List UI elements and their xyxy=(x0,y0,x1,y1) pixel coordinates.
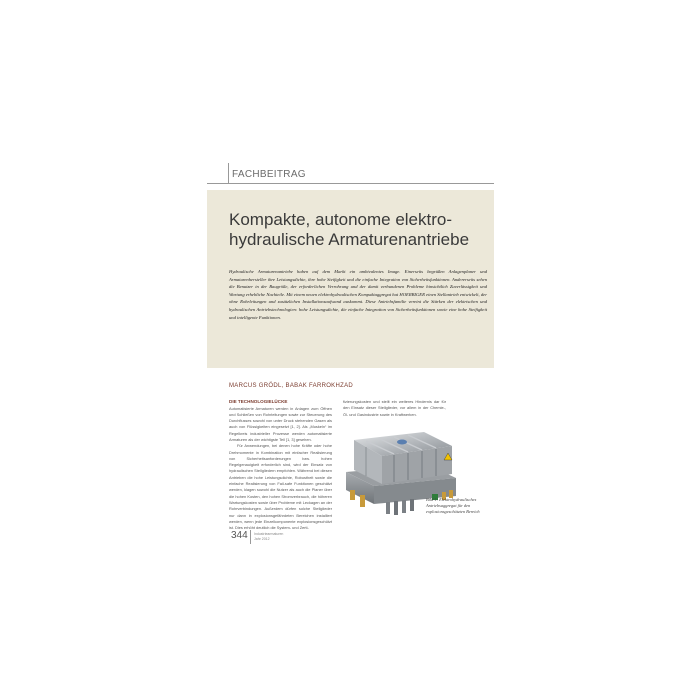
figure-caption: Bild 1: Elektrohydraulisches Antriebsaggregat für den explosionsgeschützten Bereich xyxy=(426,497,480,514)
section-heading: DIE TECHNOLOGIELÜCKE xyxy=(229,399,288,404)
footer-info-line-1: Industriearmaturen xyxy=(254,532,284,536)
article-title xyxy=(229,210,489,250)
rubric-divider xyxy=(228,163,229,183)
title-line-1: Kompakte, autonome elektro- xyxy=(229,210,453,229)
text-column-right xyxy=(343,399,446,418)
footer-info-line-2: Jahr 2012 xyxy=(254,537,270,541)
paragraph-2: Für Anwendungen, bei denen hohe Kräfte oder hohe Drehmomente in Kombination mit einfacher Realisierung von Sicherheitsanforderungen bzw. hohen Regelgenauigkeit erforderlich sind, wird der Einsatz von hydraulischen Stellgliedern empfohlen. Während bei diesen Antrieben die hohe Leistungsdichte, Robustheit sowie die einfache Realisierung von Fail-safe Funktionen geschätzt werden, klagen sowohl die Nutzer als auch die Planer über die hohen Kosten, den hohen Stromverbrauch, die höheren Wartungskosten sowie über Probleme mit Leckagen an der Rohrverbindungen. Außerdem dürfen solche Stellglieder nur dann in explosionsgefährdeten Bereichen installiert werden, wenn jede Einzelkomponente explosionsgeschützt ist. Dies erhöht deutlich die System- und Zerti- xyxy=(229,443,332,531)
paragraph-3: fizierungskosten und stellt ein weiteres Hindernis dar für den Einsatz dieser Stellglieder, vor allem in der Chemie-, Öl- und Gasindustrie sowie in Kraftwerken. xyxy=(343,399,446,417)
footer-divider xyxy=(250,530,251,544)
rubric-rule xyxy=(207,183,494,184)
article-authors: MARCUS GRÖDL, BABAK FARROKHZAD xyxy=(229,383,354,389)
footer-info xyxy=(254,532,283,542)
text-column-left xyxy=(229,399,332,531)
paragraph-1: Automatisierte Armaturen werden in Anlagen zum Öffnen und Schließen von Rohrleitungen sowie zur Steuerung des Durchflusses sowohl von unter Druck stehenden Gasen als auch von Flüssigkeiten eingesetzt [1, 2]. Als „Muskeln“ im Regelkreis industrieller Prozesse werden automatisierte Armaturen als der wichtigste Teil [1, 3] gesehen. xyxy=(229,405,332,442)
article-lead: Hydraulische Armaturenantriebe haben auf dem Markt ein ambivalentes Image. Einerseits begrüßen Anlagenplaner und Armaturenhersteller ihre Leistungsdichte, ihre hohe Steifigkeit und die einfache Integration von Sicherheitsfunktionen. Andererseits sehen die Benutzer in der Baugröße, der erforderlichen Verrohrung und der damit verbundenen Probleme hinsichtlich Zuverlässigkeit und Wartung erhebliche Nachteile. Mit einem neuen elektrohydraulischen Kompaktaggregat hat HOERBIGER einen Stellantrieb entwickelt, der ohne Rohrleitungen und zusätzlichen Installationsaufwand auskommt. Diese Antriebsfamilie vereint die Stärken der elektrischen und hydraulischen Antriebstechnologien: hohe Leistungsdichte, die einfache Integration von Sicherheitsfunktionen sowie eine hohe Steifigkeit und intelligente Funktionen. xyxy=(229,269,487,320)
rubric-label: FACHBEITRAG xyxy=(232,169,306,180)
title-line-2: hydraulische Armaturenantriebe xyxy=(229,230,470,249)
page-number: 344 xyxy=(231,530,248,541)
